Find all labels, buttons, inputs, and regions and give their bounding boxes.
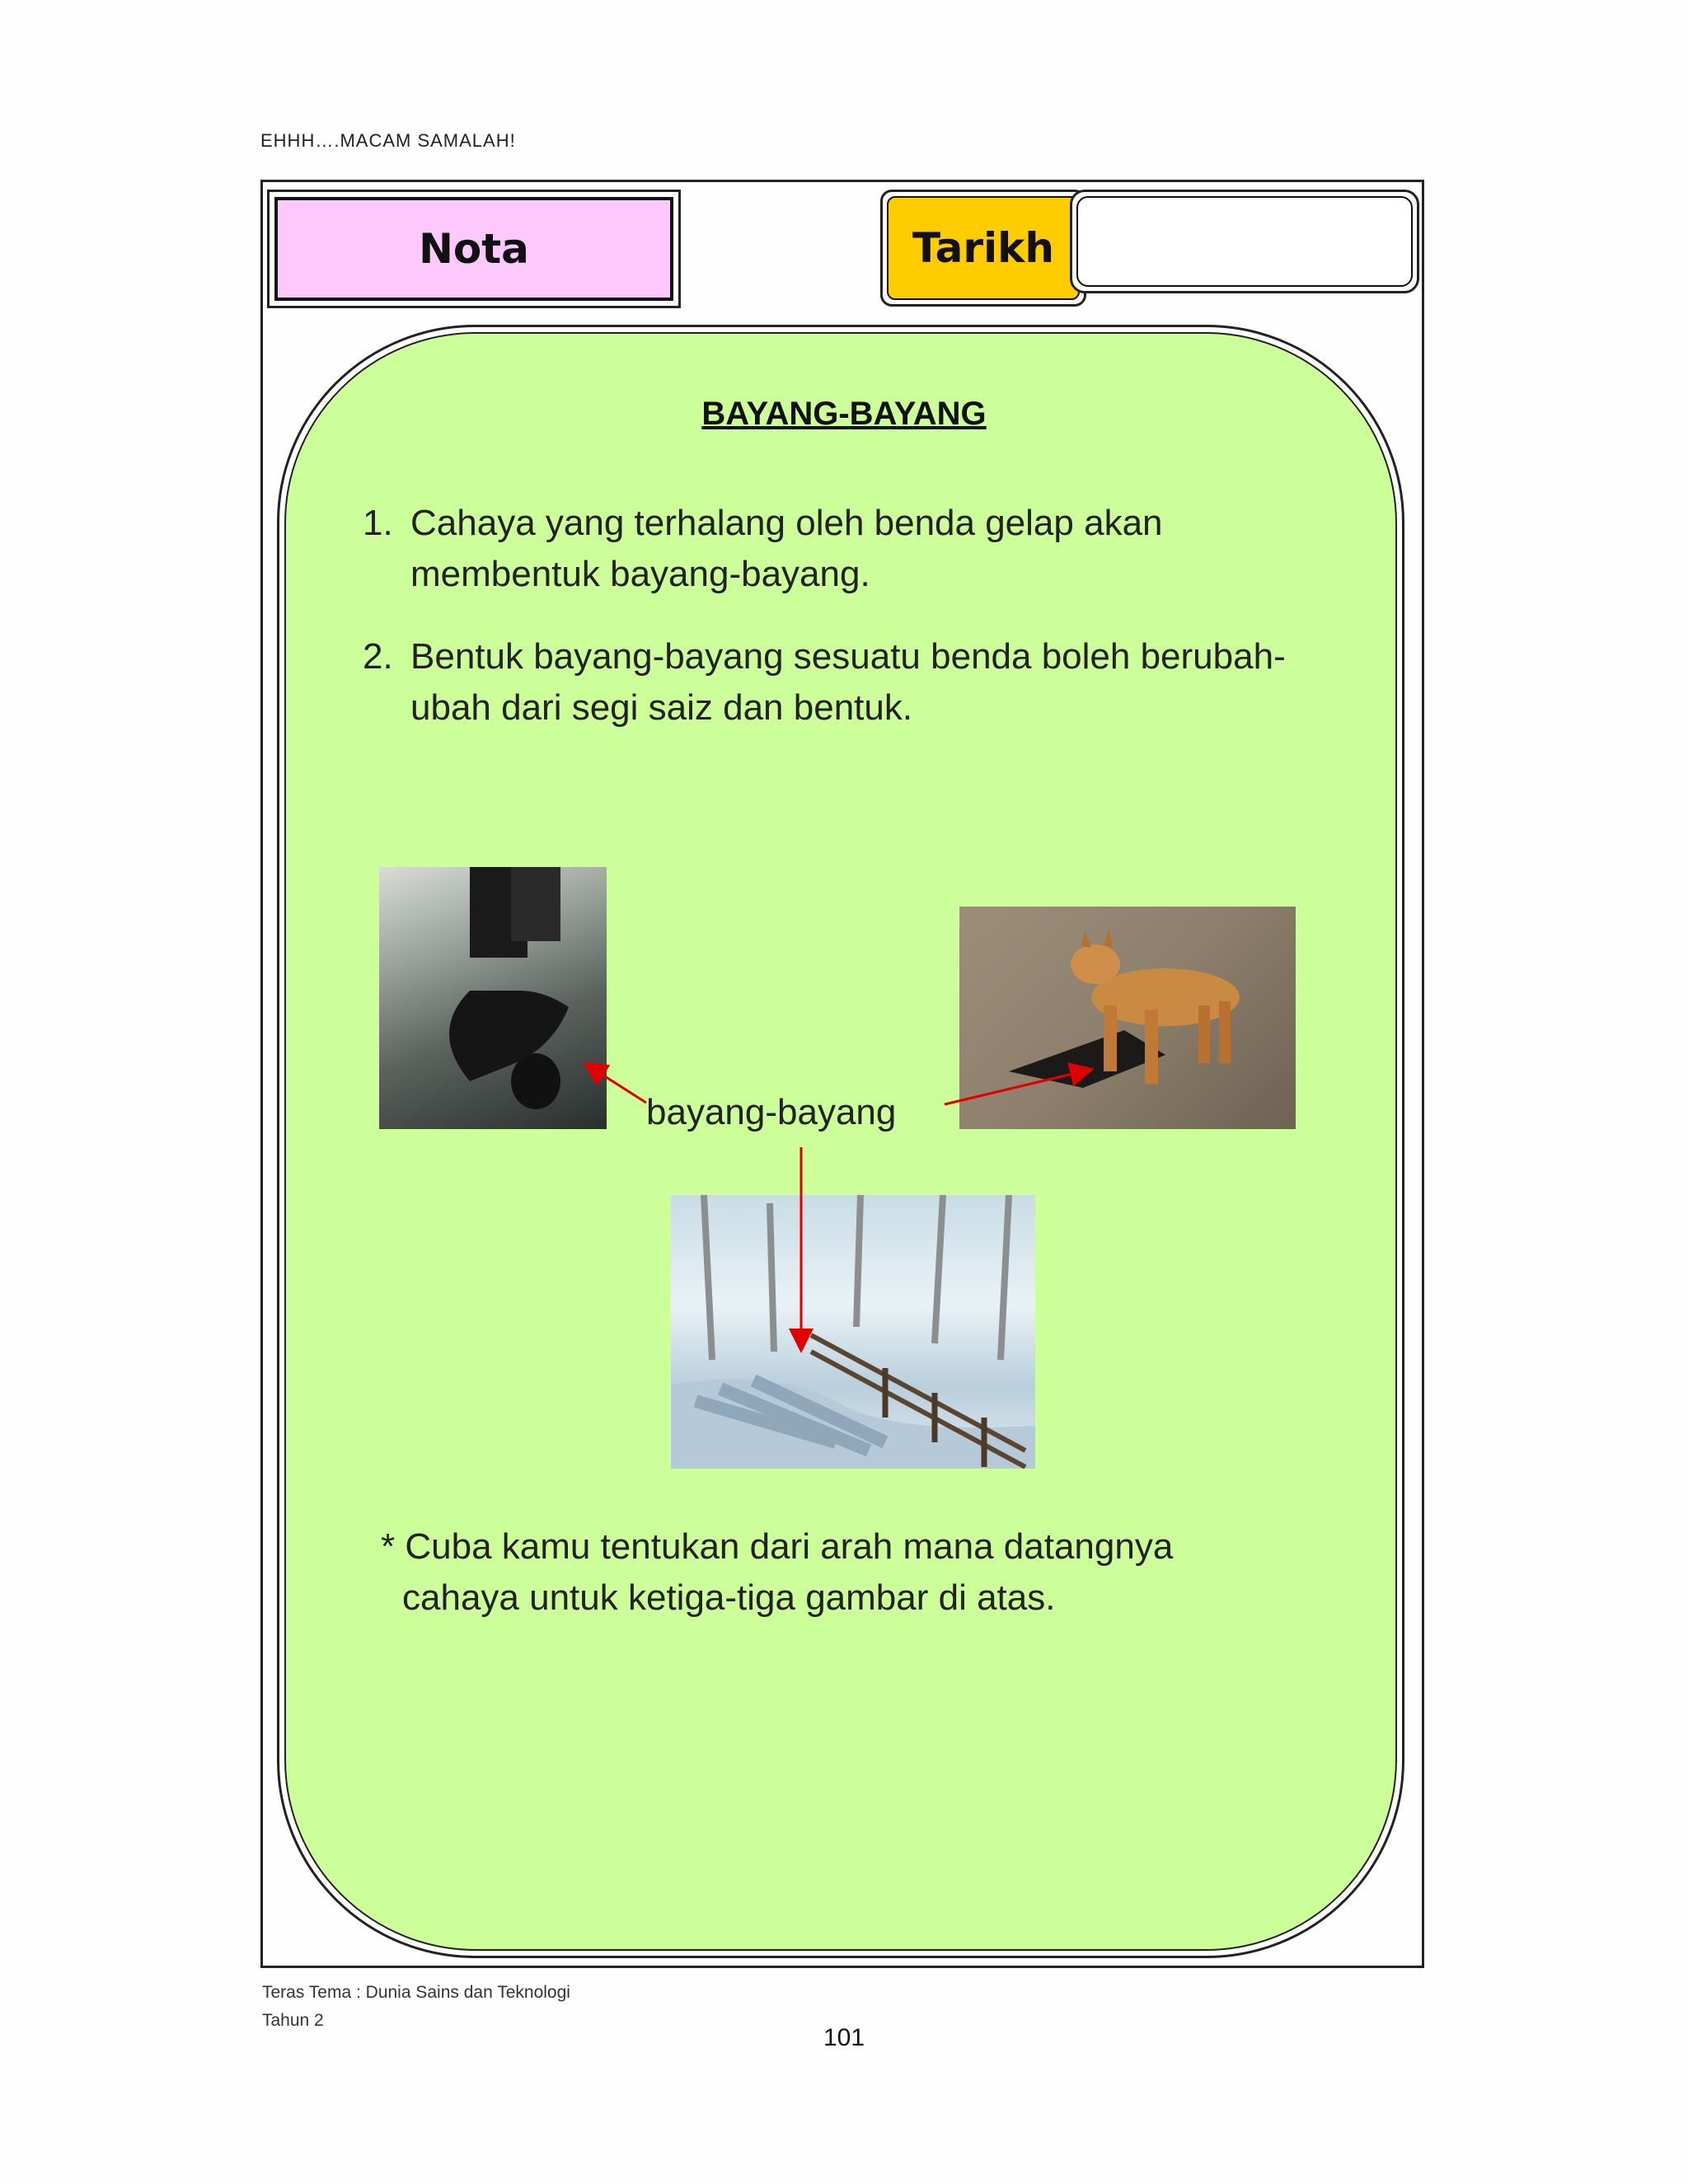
page-number: 101 — [823, 2024, 865, 2051]
nota-label: Nota — [419, 225, 529, 273]
shadow-label: bayang-bayang — [646, 1092, 897, 1132]
tarikh-label: Tarikh — [912, 224, 1055, 272]
footer-year: Tahun 2 — [262, 2011, 324, 2030]
arrow-to-dog-shadow — [945, 1070, 1090, 1104]
page-header: EHHH….MACAM SAMALAH! — [260, 130, 516, 151]
arrow-to-walk-shadow — [587, 1065, 646, 1103]
footer-theme: Teras Tema : Dunia Sains dan Teknologi — [262, 1983, 570, 2002]
activity-note-line2: cahaya untuk ketiga-tiga gambar di atas. — [402, 1577, 1056, 1618]
list-item-number: 1. — [363, 503, 393, 543]
note-title: BAYANG-BAYANG — [701, 396, 987, 432]
list-item-text: Bentuk bayang-bayang sesuatu benda boleh berubah-ubah dari segi saiz dan bentuk. — [410, 636, 1286, 728]
list-item-number: 2. — [363, 636, 393, 677]
list-item-text: Cahaya yang terhalang oleh benda gelap akan membentuk bayang-bayang. — [410, 503, 1163, 594]
activity-note-line1: * Cuba kamu tentukan dari arah mana datangnya — [381, 1526, 1174, 1567]
